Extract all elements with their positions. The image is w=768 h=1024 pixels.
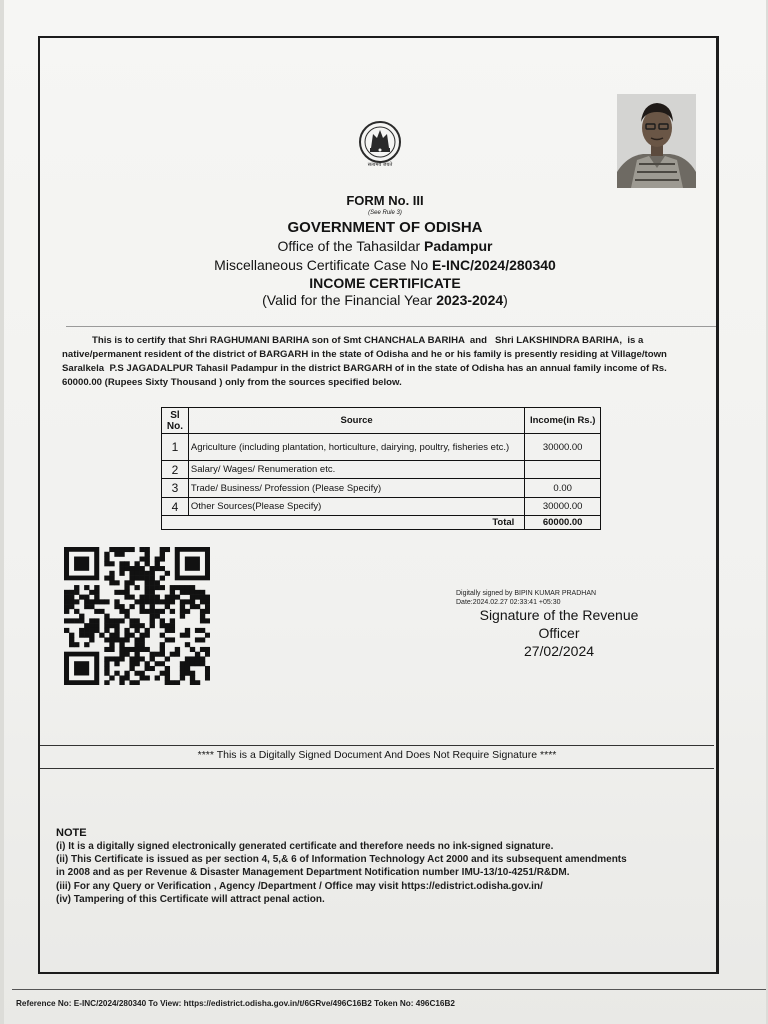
digital-signer: Digitally signed by BIPIN KUMAR PRADHAN	[456, 590, 597, 597]
qr-code-icon	[64, 547, 210, 685]
see-rule: (See Rule 3)	[368, 210, 402, 216]
row-source: Agriculture (including plantation, horticulture, dairying, poultry, fisheries etc.)	[188, 434, 524, 461]
row-income: 30000.00	[525, 498, 601, 516]
office-line	[4, 238, 766, 254]
statement-text: P.S	[104, 363, 127, 374]
digital-signature-info	[456, 589, 596, 607]
row-source: Other Sources(Please Specify)	[188, 498, 524, 516]
statement-text: Tahasil	[193, 363, 231, 374]
note-heading: NOTE	[56, 827, 87, 839]
header-separator	[66, 326, 716, 327]
office-place: Padampur	[424, 238, 493, 254]
signature-date: 27/02/2024	[523, 643, 595, 659]
village: Saralkela	[62, 363, 105, 374]
note-item: (iii) For any Query or Verification , Agency /Department / Office may visit https://edistrict.odisha.gov.in/	[56, 880, 543, 892]
state: Odisha	[376, 349, 409, 360]
row-sl: 1	[162, 434, 189, 461]
case-number: E-INC/2024/280340	[432, 257, 556, 273]
row-income: 30000.00	[525, 434, 601, 461]
header-income: Income(in Rs.)	[525, 408, 601, 434]
case-line	[4, 257, 766, 273]
table-row	[162, 461, 601, 479]
validity-suffix: )	[503, 292, 508, 308]
district: BARGARH	[343, 363, 393, 374]
note-item: (ii) This Certificate is issued as per section 4, 5,& 6 of Information Technology Act 2000 and its subsequent amendments	[56, 854, 627, 866]
row-sl: 3	[162, 479, 189, 498]
table-row	[162, 498, 601, 516]
case-prefix: Miscellaneous Certificate Case No	[214, 257, 433, 273]
row-sl: 2	[162, 461, 189, 479]
statement-text: in the district	[277, 363, 344, 374]
statement-text: only from the sources specified below.	[222, 377, 402, 388]
note-item: (i) It is a digitally signed electronically generated certificate and therefore needs no ink-signed signature.	[56, 841, 554, 852]
tahasil: Padampur	[230, 363, 278, 374]
signature-label: Officer	[538, 625, 580, 641]
total-label: Total	[162, 516, 525, 530]
statement-text: son of Smt	[309, 335, 365, 346]
footer-rule	[12, 989, 766, 990]
father-name: LAKSHINDRA BARIHA	[516, 335, 620, 346]
validity-line	[4, 292, 766, 308]
certificate-title: INCOME CERTIFICATE	[309, 275, 461, 291]
note-list	[56, 840, 706, 906]
table-row	[162, 434, 601, 461]
digital-sign-date: Date:2024.02.27 02:33:41 +05:30	[456, 599, 561, 606]
row-income	[525, 461, 601, 479]
row-source: Salary/ Wages/ Renumeration etc.	[188, 461, 524, 479]
table-total-row	[162, 516, 601, 530]
applicant-name: RAGHUMANI BARIHA	[209, 335, 310, 346]
note-item: in 2008 and as per Revenue & Disaster Management Department Notification number IMU-13/10-4251/R&DM.	[56, 867, 570, 879]
mother-name: CHANCHALA BARIHA	[364, 335, 465, 346]
statement-text: in the state of	[308, 349, 376, 360]
note-item: (iv) Tampering of this Certificate will attract penal action.	[56, 893, 325, 905]
applicant-photo	[617, 94, 696, 188]
form-number: FORM No. III	[346, 193, 424, 208]
certificate-paper	[4, 0, 766, 1024]
signature-label: Signature of the Revenue	[479, 607, 639, 623]
state-emblem-icon	[351, 120, 409, 168]
row-source: Trade/ Business/ Profession (Please Specify)	[188, 479, 524, 498]
table-row	[162, 479, 601, 498]
header-sl: Sl No.	[162, 408, 189, 434]
statement-text: , is a native/permanent resident of the district of	[62, 335, 647, 360]
table-header-row	[162, 408, 601, 434]
income-amount: Rs. 60000.00 (Rupees Sixty Thousand )	[62, 363, 673, 388]
validity-year: 2023-2024	[436, 292, 504, 308]
income-table	[161, 407, 601, 530]
certificate-statement	[62, 334, 698, 390]
digital-notice: **** This is a Digitally Signed Document And Does Not Require Signature ****	[197, 749, 557, 761]
statement-text: This is to certify that Shri	[92, 335, 210, 346]
office-prefix: Office of the Tahasildar	[277, 238, 425, 254]
statement-text: and Shri	[464, 335, 517, 346]
statement-text: and he or his family is presently residing at Village/town	[408, 349, 670, 360]
row-income: 0.00	[525, 479, 601, 498]
statement-text: of in the state of Odisha has an annual family income of	[392, 363, 652, 374]
svg-text:सत्यमेव जयते: सत्यमेव जयते	[367, 162, 393, 168]
district: BARGARH	[259, 349, 309, 360]
signature-block	[474, 606, 644, 660]
reference-footer: Reference No: E-INC/2024/280340 To View: https://edistrict.odisha.gov.in/t/6GRve/496C16B2 Token No: 496C16B2	[16, 999, 455, 1008]
row-sl: 4	[162, 498, 189, 516]
header-source: Source	[188, 408, 524, 434]
total-value: 60000.00	[525, 516, 601, 530]
police-station: JAGADALPUR	[126, 363, 194, 374]
validity-prefix: (Valid for the Financial Year	[262, 292, 437, 308]
government-title: GOVERNMENT OF ODISHA	[287, 219, 483, 236]
